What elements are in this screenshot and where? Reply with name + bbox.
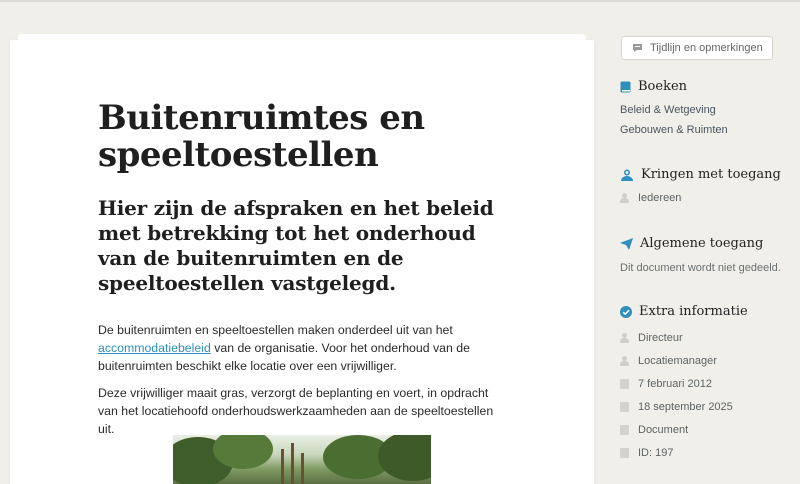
book-link-gebouwen[interactable]: Gebouwen & Ruimten [620,124,728,136]
meta-id-value: ID: 197 [638,447,674,459]
paragraph-text: De buitenruimten en speeltoestellen maken onderdeel uit van het [98,323,453,337]
tree-shape [378,435,431,481]
meta-type-value: Document [638,424,689,436]
general-access-heading-label: Algemene toegang [640,236,764,251]
book-icon [620,81,631,93]
user-icon [620,333,629,343]
books-heading [620,79,687,94]
paper-plane-icon [620,238,633,250]
general-access-text: Dit document wordt niet gedeeld. [620,262,781,274]
comment-icon [632,43,643,53]
circle-item-iedereen [620,192,681,204]
meta-created [620,378,712,390]
meta-owner-value: Directeur [638,332,683,344]
page-title: Buitenruimtes en speeltoestellen [98,98,425,175]
meta-manager-value: Locatiemanager [638,355,717,367]
timeline-button-label: Tijdlijn en opmerkingen [650,42,763,54]
meta-id [620,447,673,459]
calendar-icon [620,402,629,412]
pole-shape [291,443,294,484]
tree-shape [213,435,273,469]
id-icon [620,448,629,458]
user-icon [620,356,629,366]
body-paragraph-1 [98,321,508,375]
circle-item-label: Iedereen [638,192,682,204]
pole-shape [281,449,284,484]
circles-heading-label: Kringen met toegang [641,167,781,182]
top-border [0,0,800,2]
group-icon [620,169,634,181]
meta-type [620,424,688,436]
extra-info-heading-label: Extra informatie [639,304,748,319]
meta-created-value: 7 februari 2012 [638,378,712,390]
extra-info-heading [620,304,748,319]
pole-shape [301,453,304,484]
book-link-beleid[interactable]: Beleid & Wetgeving [620,104,716,116]
body-paragraph-2: Deze vrijwilliger maait gras, verzorgt de beplanting en voert, in opdracht van het locatiehoofd onderhoudswerkzaamheden aan de speeltoestellen uit. [98,386,494,436]
general-access-heading [620,236,763,251]
books-heading-label: Boeken [638,79,688,94]
user-icon [620,193,629,203]
check-badge-icon [620,306,632,318]
meta-updated [620,401,733,413]
meta-owner [620,332,683,344]
accommodatiebeleid-link[interactable]: accommodatiebeleid [98,341,211,355]
calendar-icon [620,379,629,389]
circles-heading [620,167,781,182]
paragraph-text: van de organisatie. Voor het onderhoud van de buitenruimten beschikt elke locatie over een vrijwilliger. [98,341,470,373]
page-subtitle: Hier zijn de afspraken en het beleid met betrekking tot het onderhoud van de buitenruimten en de speeltoestellen vastgelegd. [98,196,494,295]
meta-updated-value: 18 september 2025 [638,401,733,413]
meta-manager [620,355,717,367]
playground-photo [173,435,431,484]
timeline-comments-button[interactable] [621,36,773,60]
document-icon [620,425,629,435]
